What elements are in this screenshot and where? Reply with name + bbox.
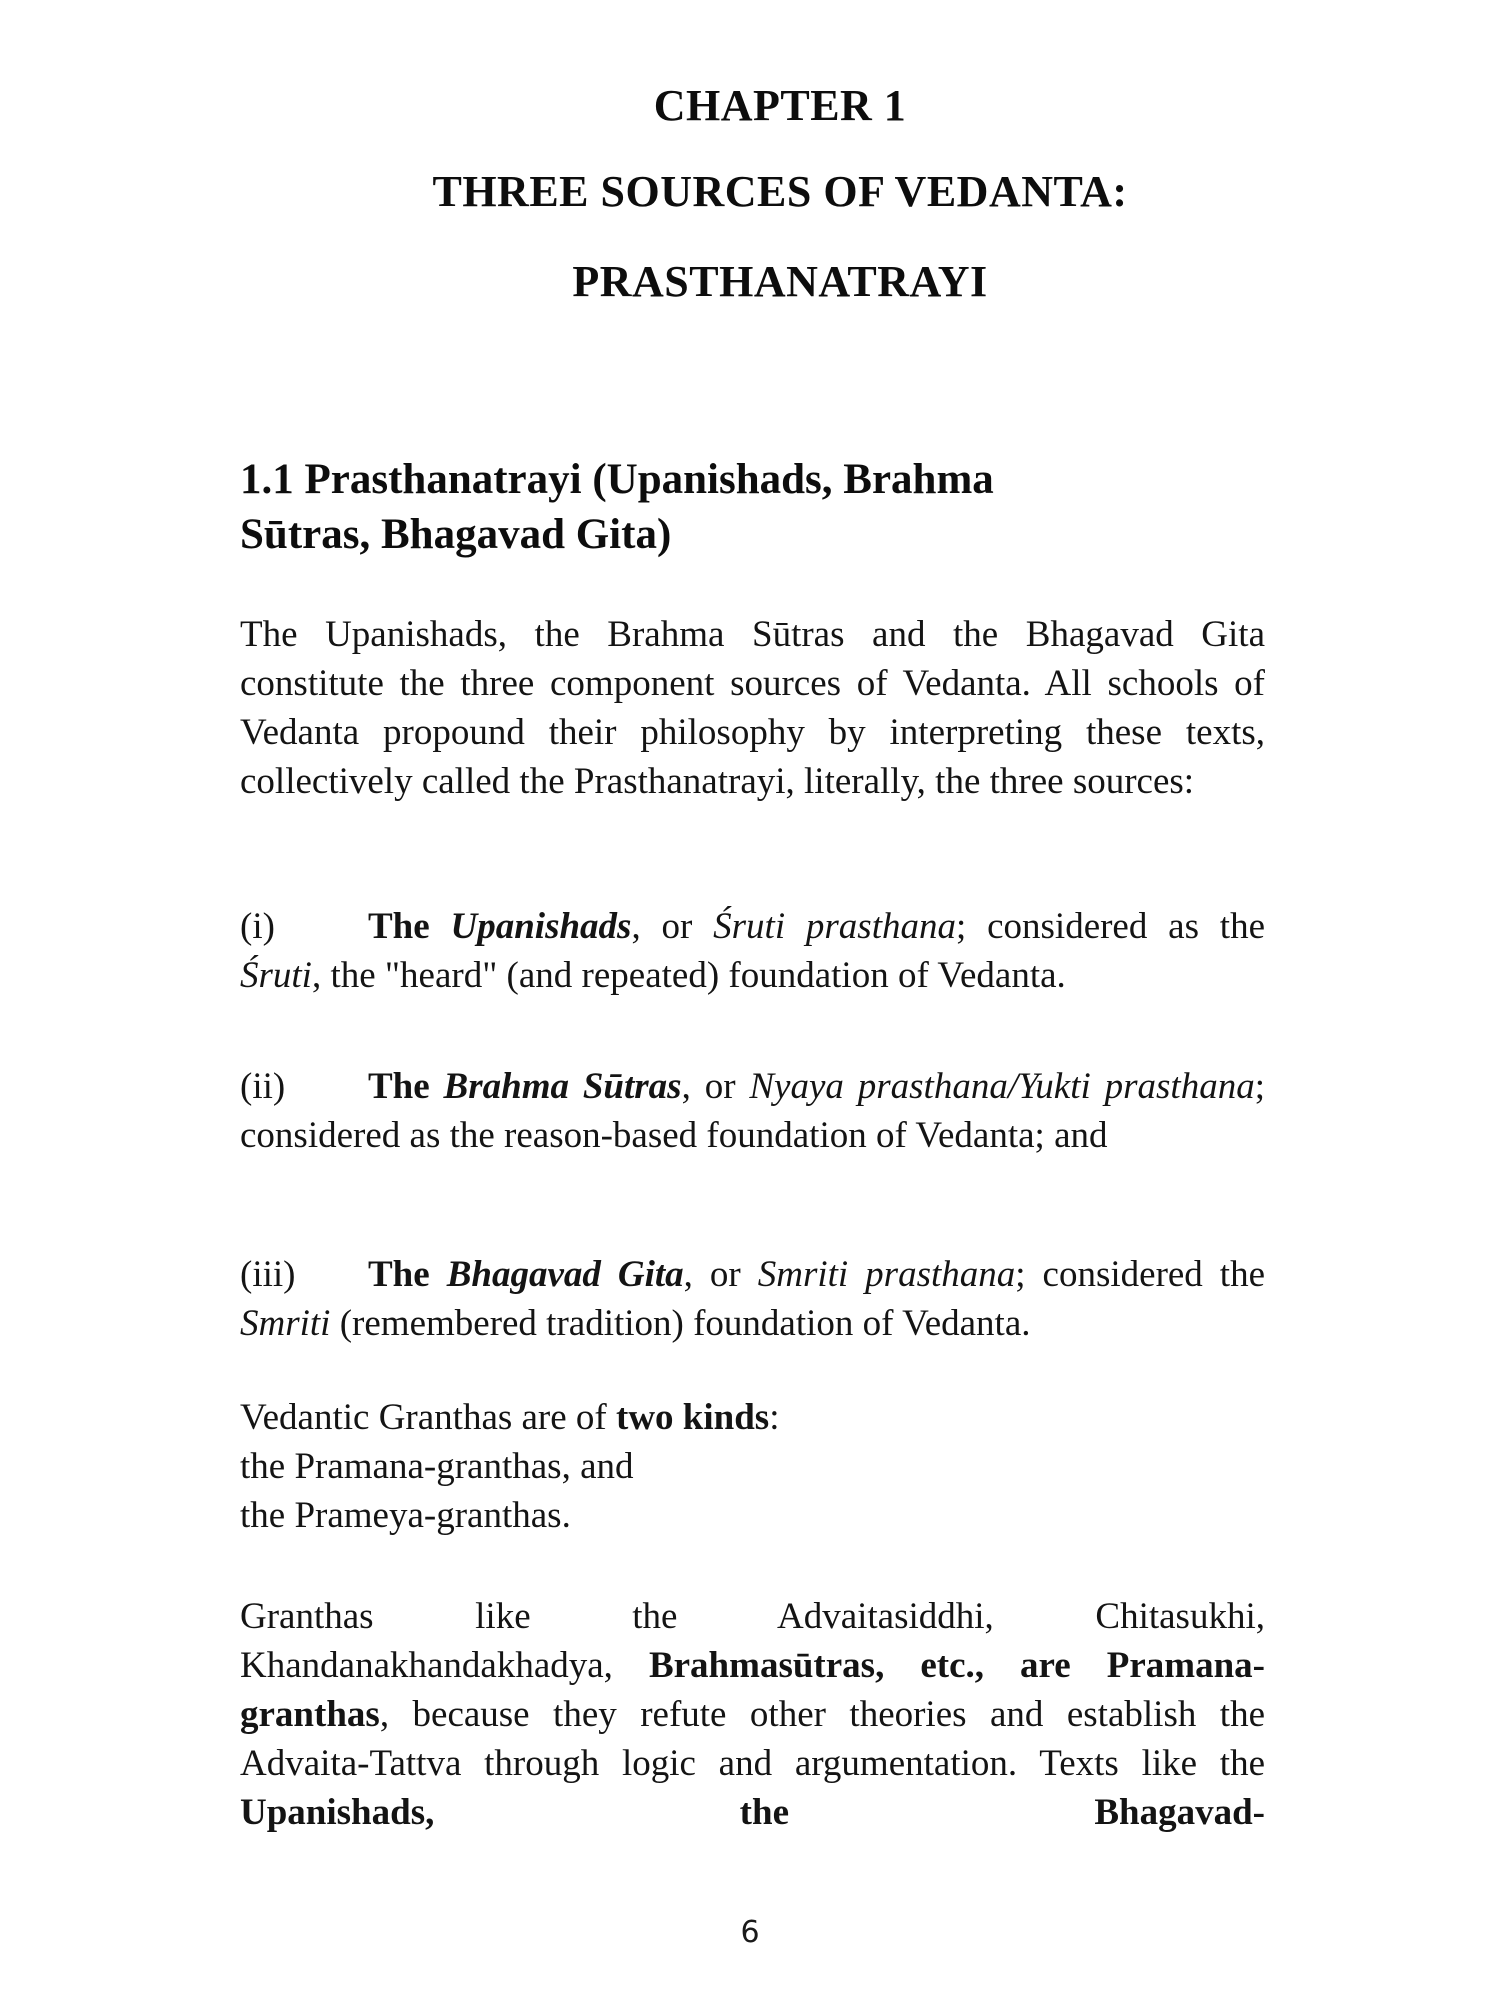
the-label: The xyxy=(368,906,430,947)
granthas-paragraph xyxy=(240,1592,1265,1886)
source-term: Smriti xyxy=(240,1303,331,1344)
granthas-emphasis-2: Upanishads, the Bhagavad- xyxy=(240,1792,1265,1833)
source-alt-name: Smriti prasthana xyxy=(757,1254,1016,1295)
granthas-emphasis-1: Brahmasūtras, etc., are Pramana-granthas xyxy=(240,1645,1265,1735)
source-alt-name: Nyaya prasthana/Yukti prasthana xyxy=(749,1066,1255,1107)
kinds-lead: Vedantic Granthas are of xyxy=(240,1397,616,1438)
source-alt-name: Śruti prasthana xyxy=(713,906,956,947)
kinds-emphasis: two kinds xyxy=(616,1397,770,1438)
granthas-text-1: Granthas like the Advaitasiddhi, Chitasukhi, Khandanakhandakhadya, xyxy=(240,1596,1265,1686)
kinds-line-pramana: the Pramana-granthas, and xyxy=(240,1446,634,1487)
chapter-subtitle: PRASTHANATRAYI xyxy=(572,257,988,306)
source-description: ; considered as the reason-based foundation of Vedanta; and xyxy=(240,1066,1265,1156)
list-numeral: (iii) xyxy=(240,1254,296,1295)
source-description-end: , the "heard" (and repeated) foundation of Vedanta. xyxy=(311,955,1066,996)
source-item-bhagavad-gita xyxy=(240,1250,1265,1348)
separator-text: , or xyxy=(683,1254,758,1295)
source-description: ; considered as the xyxy=(956,906,1265,947)
kinds-line-prameya: the Prameya-granthas. xyxy=(240,1495,571,1536)
chapter-number: CHAPTER 1 xyxy=(653,81,907,130)
source-item-brahma-sutras xyxy=(240,1062,1265,1160)
list-numeral: (ii) xyxy=(240,1066,286,1107)
separator-text: , or xyxy=(681,1066,750,1107)
intro-paragraph: The Upanishads, the Brahma Sūtras and the Bhagavad Gita constitute the three component sources of Vedanta. All schools of Vedanta propound their philosophy by interpreting these texts, collectively called the Prasthanatrayi, literally, the three sources: xyxy=(240,614,1265,802)
source-item-upanishads xyxy=(240,902,1265,1000)
the-label: The xyxy=(368,1066,430,1107)
section-heading-line-1: 1.1 Prasthanatrayi (Upanishads, Brahma xyxy=(240,456,994,503)
granthas-text-2: , because they refute other theories and establish the Advaita-Tattva through logic and argumentation. Texts like the xyxy=(240,1694,1265,1784)
section-heading xyxy=(240,452,1280,562)
chapter-title: THREE SOURCES OF VEDANTA: xyxy=(432,167,1128,216)
kinds-colon: : xyxy=(769,1397,780,1438)
page-number: 6 xyxy=(740,1915,760,1950)
source-description: ; considered the xyxy=(1015,1254,1266,1295)
list-numeral: (i) xyxy=(240,906,275,947)
source-name: Bhagavad Gita xyxy=(446,1254,684,1295)
granthas-kinds-paragraph xyxy=(240,1393,1265,1540)
source-name: Brahma Sūtras xyxy=(443,1066,682,1107)
the-label: The xyxy=(368,1254,430,1295)
source-description-end: (remembered tradition) foundation of Vedanta. xyxy=(330,1303,1031,1344)
source-term: Śruti xyxy=(240,955,312,996)
separator-text: , or xyxy=(631,906,714,947)
source-name: Upanishads xyxy=(450,906,632,947)
section-heading-line-2: Sūtras, Bhagavad Gita) xyxy=(240,511,672,558)
